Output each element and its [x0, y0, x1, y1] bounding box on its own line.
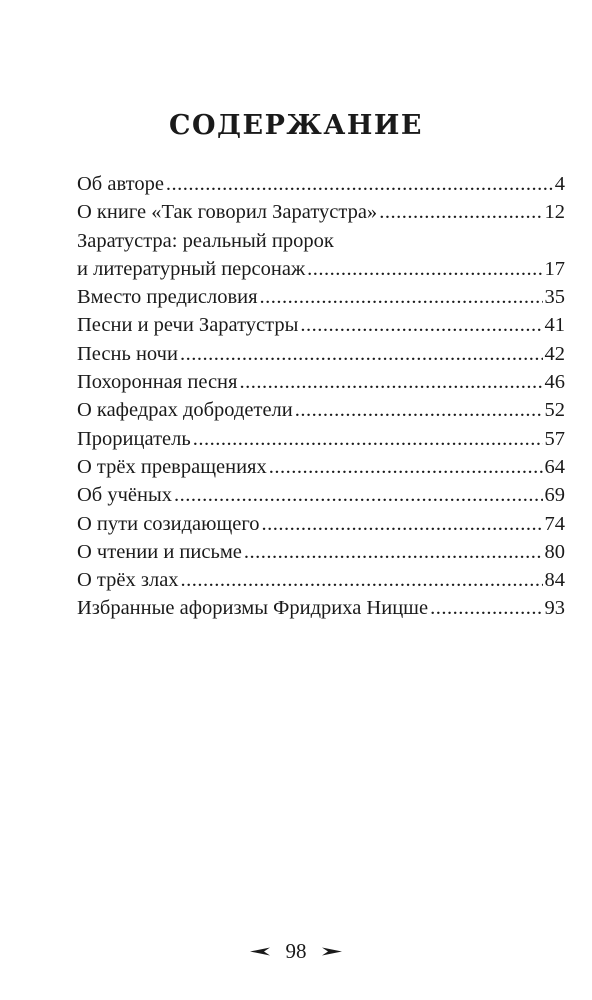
toc-entry-title: Прорицатель: [77, 427, 191, 450]
toc-entry: [77, 481, 565, 509]
toc-entry-multiline: [77, 227, 565, 284]
toc-entry-title: О пути созидающего: [77, 512, 260, 535]
toc-entry-page: 93: [544, 597, 565, 620]
dot-leader: [166, 170, 553, 198]
dot-leader: [307, 255, 542, 283]
toc-entry-page: 52: [544, 399, 565, 422]
toc-entry: [77, 396, 565, 424]
toc-entry-title: О кафедрах добродетели: [77, 399, 293, 422]
toc-entry: [77, 538, 565, 566]
toc-entry-page: 84: [544, 569, 565, 592]
dot-leader: [181, 566, 543, 594]
toc-entry: [77, 255, 565, 283]
toc-entry-title: О книге «Так говорил Заратустра»: [77, 201, 378, 224]
dot-leader: [430, 594, 542, 622]
dot-leader: [180, 340, 543, 368]
dot-leader: [300, 311, 542, 339]
toc-entry-page: 41: [544, 314, 565, 337]
toc-entry-title: Об учёных: [77, 484, 173, 507]
toc-entry-page: 64: [544, 455, 565, 478]
toc-entry-page: 74: [544, 512, 565, 535]
dot-leader: [244, 538, 543, 566]
dot-leader: [295, 396, 543, 424]
dot-leader: [193, 425, 543, 453]
table-of-contents: [77, 170, 565, 623]
dot-leader: [239, 368, 542, 396]
toc-entry: [77, 283, 565, 311]
toc-entry-page: 46: [544, 371, 565, 394]
toc-entry-title: и литературный персонаж: [77, 257, 306, 280]
toc-entry-page: 57: [544, 427, 565, 450]
left-arrowhead-icon: [250, 947, 270, 956]
toc-entry-page: 35: [544, 286, 565, 309]
right-arrowhead-icon: [322, 947, 342, 956]
toc-entry: [77, 453, 565, 481]
toc-entry-page: 80: [544, 540, 565, 563]
toc-entry: [77, 425, 565, 453]
dot-leader: [379, 198, 542, 226]
dot-leader: [262, 510, 543, 538]
toc-entry: [77, 566, 565, 594]
toc-entry: [77, 311, 565, 339]
toc-entry-title: О трёх злах: [77, 569, 179, 592]
dot-leader: [174, 481, 542, 509]
toc-entry-title: Об авторе: [77, 173, 164, 195]
dot-leader: [269, 453, 543, 481]
toc-entry-page: 69: [544, 484, 565, 507]
toc-entry: [77, 510, 565, 538]
toc-entry-title-line1: Заратустра: реальный пророк: [77, 229, 334, 252]
toc-entry-page: 17: [544, 257, 565, 280]
page-footer: [0, 937, 592, 965]
toc-entry: [77, 340, 565, 368]
toc-entry: [77, 594, 565, 622]
toc-entry-title: Избранные афоризмы Фридриха Ницше: [77, 597, 429, 620]
toc-entry-page: 4: [554, 173, 565, 195]
toc-entry-title: Похоронная песня: [77, 371, 238, 394]
toc-entry-title: Песнь ночи: [77, 342, 178, 365]
toc-entry-title: Песни и речи Заратустры: [77, 314, 299, 337]
toc-entry-title: О чтении и письме: [77, 540, 242, 563]
toc-entry-page: 42: [544, 342, 565, 365]
toc-entry-title: Вместо предисловия: [77, 286, 258, 309]
page-title: СОДЕРЖАНИЕ: [169, 110, 423, 141]
page-number: 98: [285, 939, 307, 963]
dot-leader: [260, 283, 543, 311]
toc-entry: [77, 170, 565, 198]
toc-entry: [77, 198, 565, 226]
toc-entry-page: 12: [544, 201, 565, 224]
toc-entry: [77, 368, 565, 396]
toc-entry-title: О трёх превращениях: [77, 455, 267, 478]
